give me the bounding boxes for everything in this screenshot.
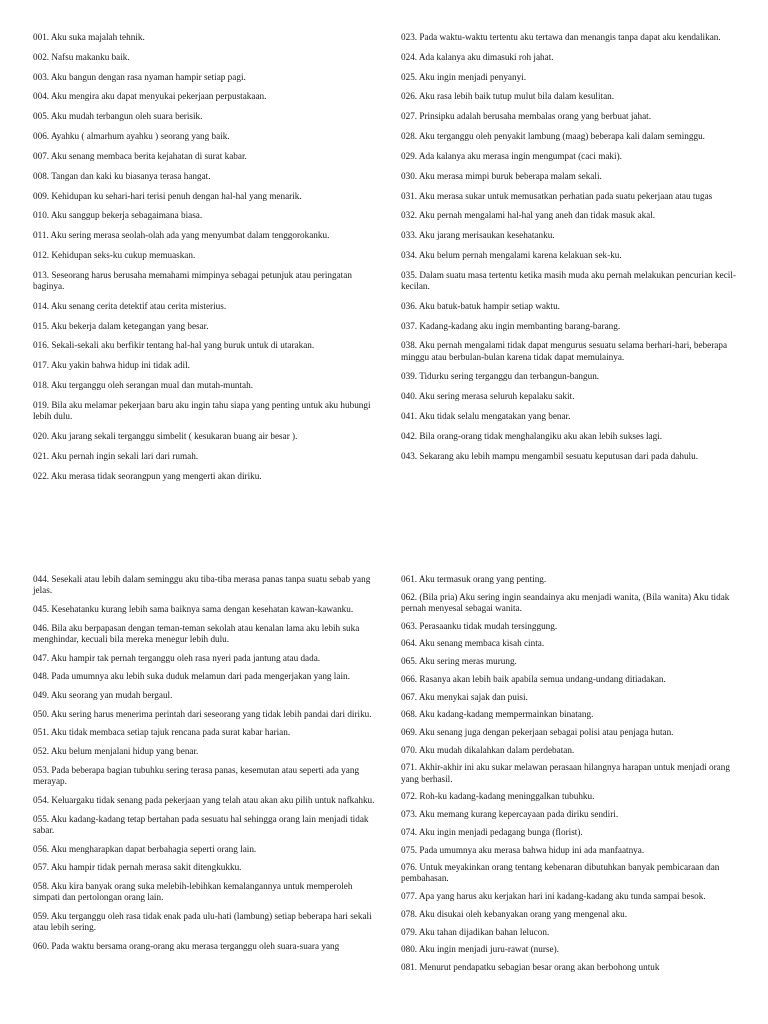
statement-item: 062. (Bila pria) Aku sering ingin seandainya aku menjadi wanita, (Bila wanita) Aku tidak pernah menyesal sebagai wanita.: [401, 591, 730, 613]
column-top-left: [33, 32, 375, 482]
statement-item: 027. Prinsipku adalah berusaha membalas orang yang berbuat jahat.: [401, 111, 652, 122]
statement-item: 068. Aku kadang-kadang mempermainkan binatang.: [401, 709, 594, 720]
statement-item: 035. Dalam suatu masa tertentu ketika masih muda aku pernah melakukan pencurian kecil-kecilan.: [401, 269, 736, 291]
statement-item: 074. Aku ingin menjadi pedagang bunga (florist).: [401, 826, 583, 837]
statement-item: 081. Menurut pendapatku sebagian besar orang akan berbohong untuk: [401, 962, 660, 973]
statement-item: 002. Nafsu makanku baik.: [33, 51, 130, 62]
statement-item: 075. Pada umumnya aku merasa bahwa hidup ini ada manfaatnya.: [401, 844, 645, 855]
statement-item: 019. Bila aku melamar pekerjaan baru aku ingin tahu siapa yang penting untuk aku hubungi lebih dulu.: [33, 399, 371, 422]
statement-item: 080. Aku ingin menjadi juru-rawat (nurse).: [401, 944, 559, 955]
statement-item: 045. Kesehatanku kurang lebih sama baiknya sama dengan kesehatan kawan-kawanku.: [33, 603, 354, 614]
statement-item: 013. Seseorang harus berusaha memahami mimpinya sebagai petunjuk atau peringatan baginya.: [33, 269, 352, 291]
statement-item: 017. Aku yakin bahwa hidup ini tidak adil.: [33, 360, 190, 371]
statement-item: 028. Aku terganggu oleh penyakit lambung (maag) beberapa kali dalam seminggu.: [401, 131, 705, 142]
statement-item: 052. Aku belum menjalani hidup yang benar.: [33, 746, 199, 757]
statement-item: 077. Apa yang harus aku kerjakan hari ini kadang-kadang aku tunda sampai besok.: [401, 891, 706, 902]
statement-item: 018. Aku terganggu oleh serangan mual dan mutah-muntah.: [33, 380, 254, 391]
statement-item: 057. Aku hampir tidak pernah merasa sakit ditengkukku.: [33, 862, 242, 873]
statement-item: 041. Aku tidak selalu mengatakan yang benar.: [401, 411, 571, 422]
statement-item: 049. Aku seorang yan mudah bergaul.: [33, 690, 173, 701]
statement-item: 078. Aku disukai oleh kebanyakan orang yang mengenal aku.: [401, 908, 628, 919]
statement-item: 038. Aku pernah mengalami tidak dapat mengurus sesuatu selama berhari-hari, beberapa minggu atau berbulan-bulan karena tidak dapat memulainya.: [401, 340, 728, 362]
statement-item: 040. Aku sering merasa seluruh kepalaku sakit.: [401, 391, 575, 402]
statement-item: 022. Aku merasa tidak seorangpun yang mengerti akan diriku.: [33, 470, 262, 481]
statement-item: 066. Rasanya akan lebih baik apabila semua undang-undang ditiadakan.: [401, 673, 666, 684]
statement-item: 053. Pada beberapa bagian tubuhku sering terasa panas, kesemutan atau seperti ada yang merayap.: [33, 764, 360, 787]
statement-item: 016. Sekali-sekali aku berfikir tentang hal-hal yang buruk untuk di utarakan.: [33, 340, 315, 351]
statement-item: 007. Aku senang membaca berita kejahatan di surat kabar.: [33, 150, 247, 161]
statement-item: 004. Aku mengira aku dapat menyukai pekerjaan perpustakaan.: [33, 91, 267, 102]
column-top-right: [401, 32, 743, 462]
statement-item: 029. Ada kalanya aku merasa ingin mengumpat (caci maki).: [401, 150, 622, 161]
statement-item: 055. Aku kadang-kadang tetap bertahan pada sesuatu hal sehingga orang lain menjadi tidak sabar.: [33, 813, 369, 835]
statement-item: 048. Pada umumnya aku lebih suka duduk melamun dari pada mengerjakan yang lain.: [33, 671, 350, 682]
statement-item: 032. Aku pernah mengalami hal-hal yang aneh dan tidak masuk akal.: [401, 210, 656, 221]
statement-item: 076. Untuk meyakinkan orang tentang kebenaran dibutuhkan banyak pembicaraan dan pembahasan.: [401, 862, 720, 884]
statement-item: 033. Aku jarang merisaukan kesehatanku.: [401, 230, 555, 241]
statement-item: 025. Aku ingin menjadi penyanyi.: [401, 71, 527, 82]
statement-item: 010. Aku sanggup bekerja sebagaimana biasa.: [33, 210, 203, 221]
statement-item: 024. Ada kalanya aku dimasuki roh jahat.: [401, 51, 554, 62]
statement-item: 014. Aku senang cerita detektif atau cerita misterius.: [33, 300, 227, 311]
statement-item: 051. Aku tidak membaca setiap tajuk rencana pada surat kabar harian.: [33, 727, 291, 738]
statement-item: 020. Aku jarang sekali terganggu simbelit ( kesukaran buang air besar ).: [33, 430, 298, 441]
statement-item: 060. Pada waktu bersama orang-orang aku merasa terganggu oleh suara-suara yang: [33, 940, 340, 951]
statement-item: 026. Aku rasa lebih baik tutup mulut bila dalam kesulitan.: [401, 91, 615, 102]
statement-item: 023. Pada waktu-waktu tertentu aku tertawa dan menangis tanpa dapat aku kendalikan.: [401, 32, 721, 42]
statement-item: 059. Aku terganggu oleh rasa tidak enak pada ulu-hati (lambung) setiap beberapa hari sekali atau lebih sering.: [33, 910, 372, 933]
statement-item: 003. Aku bangun dengan rasa nyaman hampir setiap pagi.: [33, 71, 246, 82]
statement-item: 015. Aku bekerja dalam ketegangan yang besar.: [33, 320, 209, 331]
statement-item: 034. Aku belum pernah mengalami karena kelakuan sek-ku.: [401, 249, 622, 260]
statement-item: 050. Aku sering harus menerima perintah dari seseorang yang tidak lebih pandai dari diriku.: [33, 708, 372, 719]
statement-item: 044. Sesekali atau lebih dalam seminggu aku tiba-tiba merasa panas tanpa suatu sebab yang jelas.: [33, 574, 371, 596]
statement-item: 058. Aku kira banyak orang suka melebih-lebihkan kemalangannya untuk memperoleh simpati dan pertolongan orang lain.: [33, 880, 353, 903]
statement-item: 073. Aku memang kurang kepercayaan pada diriku sendiri.: [401, 809, 619, 820]
column-bottom-right: [401, 574, 743, 973]
statement-item: 079. Aku tahan dijadikan bahan lelucon.: [401, 926, 550, 937]
statement-item: 042. Bila orang-orang tidak menghalangiku aku akan lebih sukses lagi.: [401, 430, 663, 441]
statement-item: 064. Aku senang membaca kisah cinta.: [401, 638, 545, 649]
statement-item: 071. Akhir-akhir ini aku sukar melawan perasaan hilangnya harapan untuk menjadi orang yang berhasil.: [401, 762, 730, 784]
statement-item: 001. Aku suka majalah tehnik.: [33, 32, 145, 42]
statement-item: 046. Bila aku berpapasan dengan teman-teman sekolah atau kenalan lama aku lebih suka menghindar, kecuali bila mereka menegur lebih dulu.: [33, 622, 360, 644]
statement-item: 006. Ayahku ( almarhum ayahku ) seorang yang baik.: [33, 131, 230, 142]
statement-item: 065. Aku sering meras murung.: [401, 656, 517, 667]
statement-item: 039. Tidurku sering terganggu dan terbangun-bangun.: [401, 371, 600, 382]
statement-item: 056. Aku mengharapkan dapat berbahagia seperti orang lain.: [33, 843, 257, 854]
statement-item: 043. Sekarang aku lebih mampu mengambil sesuatu keputusan dari pada dahulu.: [401, 450, 698, 461]
statement-item: 030. Aku merasa mimpi buruk beberapa malam sekali.: [401, 170, 602, 181]
statement-item: 021. Aku pernah ingin sekali lari dari rumah.: [33, 450, 199, 461]
statement-item: 070. Aku mudah dikalahkan dalam perdebatan.: [401, 744, 575, 755]
statement-item: 047. Aku hampir tak pernah terganggu oleh rasa nyeri pada jantung atau dada.: [33, 652, 321, 663]
statement-item: 036. Aku batuk-batuk hampir setiap waktu.: [401, 300, 560, 311]
statement-item: 067. Aku menykai sajak dan puisi.: [401, 691, 528, 702]
statement-item: 063. Perasaanku tidak mudah tersinggung.: [401, 620, 558, 631]
statement-item: 009. Kehidupan ku sehari-hari terisi penuh dengan hal-hal yang menarik.: [33, 190, 302, 201]
statement-item: 011. Aku sering merasa seolah-olah ada yang menyumbat dalam tenggorokanku.: [33, 230, 330, 241]
statement-item: 069. Aku senang juga dengan pekerjaan sebagai polisi atau penjaga hutan.: [401, 726, 674, 737]
statement-item: 031. Aku merasa sukar untuk memusatkan perhatian pada suatu pekerjaan atau tugas: [401, 190, 713, 201]
statement-item: 061. Aku termasuk orang yang penting.: [401, 574, 547, 584]
statement-item: 054. Keluargaku tidak senang pada pekerjaan yang telah atau akan aku pilih untuk nafkahku.: [33, 794, 375, 805]
column-bottom-left: [33, 574, 375, 952]
statement-item: 012. Kehidupan seks-ku cukup memuaskan.: [33, 249, 196, 260]
statement-item: 008. Tangan dan kaki ku biasanya terasa hangat.: [33, 170, 211, 181]
statement-item: 072. Roh-ku kadang-kadang meninggalkan tubuhku.: [401, 791, 595, 802]
statement-item: 037. Kadang-kadang aku ingin membanting barang-barang.: [401, 320, 621, 331]
statement-item: 005. Aku mudah terbangun oleh suara berisik.: [33, 111, 203, 122]
